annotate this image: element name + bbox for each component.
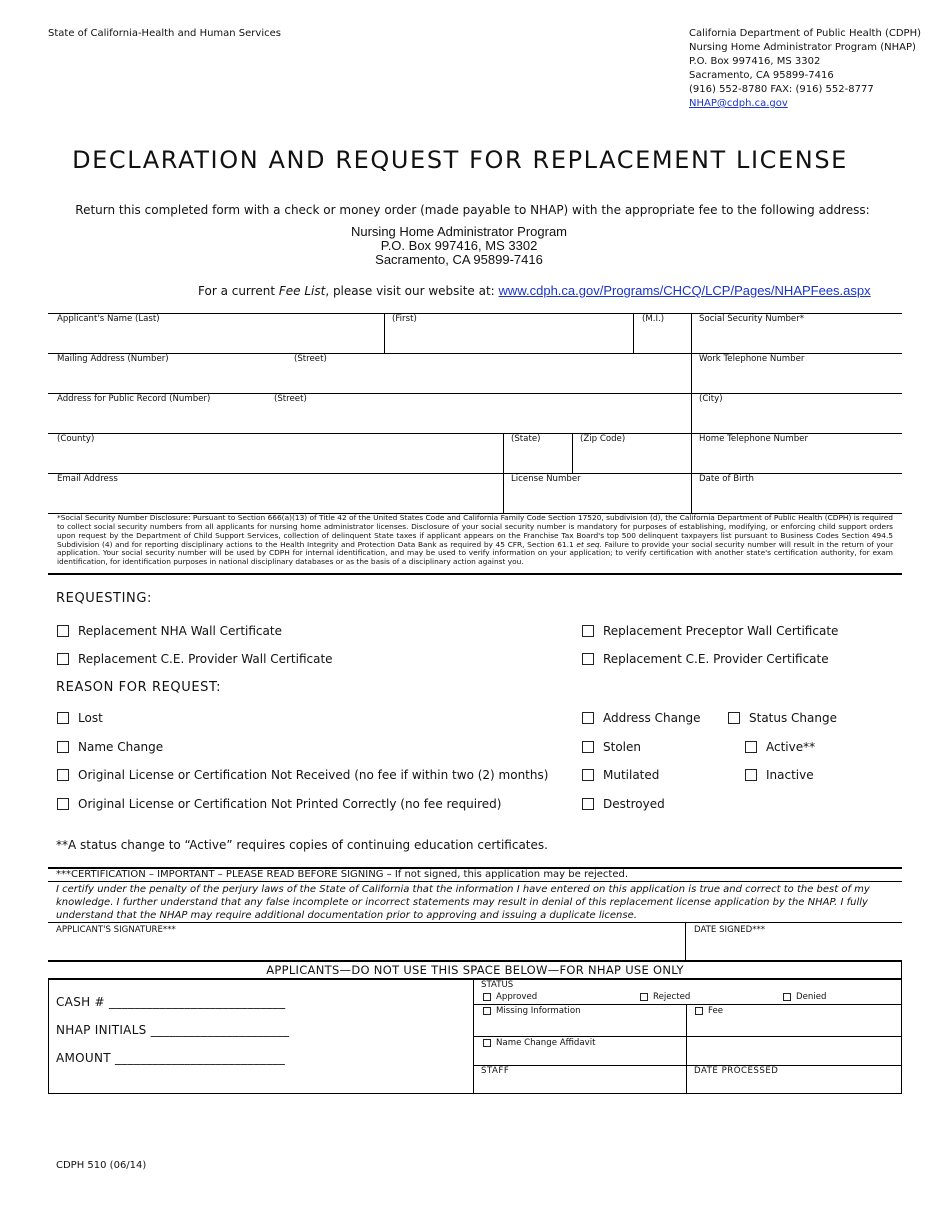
checkbox-not-printed[interactable] xyxy=(57,797,501,811)
address-line: Nursing Home Administrator Program xyxy=(350,224,568,239)
checkbox-box[interactable] xyxy=(57,769,69,781)
checkbox-box[interactable] xyxy=(582,769,594,781)
certification-statement: I certify under the penalty of the perjury laws of the State of California that the information I have entered on this application is true and correct to the best of my knowledge. I further understand that any false incomplete or incorrect statements may result in denial of this replacement license application by the NHAP. I fully understand that the NHAP may require additional documentation prior to approving and issuing a duplicate license. xyxy=(56,884,870,921)
agency-name: State of California-Health and Human Services xyxy=(48,28,281,39)
checkbox-label: Mutilated xyxy=(603,768,660,782)
checkbox-label: Missing Information xyxy=(496,1006,581,1016)
fee-suffix: , please visit our website at: xyxy=(325,284,499,298)
active-status-note: **A status change to “Active” requires copies of continuing education certificates. xyxy=(56,838,548,852)
zip-label: (Zip Code) xyxy=(580,434,626,444)
checkbox-fee[interactable] xyxy=(695,1006,723,1016)
work-phone-label: Work Telephone Number xyxy=(699,354,805,364)
checkbox-ce-provider-cert[interactable] xyxy=(582,652,829,666)
checkbox-preceptor-wall[interactable] xyxy=(582,624,838,638)
mailing-number-label: Mailing Address (Number) xyxy=(57,354,169,364)
checkbox-label: Fee xyxy=(708,1006,724,1016)
first-name-label: (First) xyxy=(392,314,417,324)
last-name-label: Applicant's Name (Last) xyxy=(57,314,160,324)
checkbox-rejected[interactable] xyxy=(640,992,690,1002)
checkbox-stolen[interactable] xyxy=(582,740,641,754)
checkbox-box[interactable] xyxy=(57,712,69,724)
dept-line: P.O. Box 997416, MS 3302 xyxy=(689,56,821,67)
checkbox-label: Replacement C.E. Provider Certificate xyxy=(603,652,829,666)
mailing-street-label: (Street) xyxy=(294,354,327,364)
checkbox-box[interactable] xyxy=(582,798,594,810)
fee-prefix: For a current xyxy=(198,284,279,298)
checkbox-box[interactable] xyxy=(57,625,69,637)
dept-line: California Department of Public Health (CDPH) xyxy=(689,28,921,39)
date-signed-label: DATE SIGNED*** xyxy=(694,925,766,935)
ssn-disclosure xyxy=(57,514,893,567)
checkbox-box[interactable] xyxy=(582,625,594,637)
form-title: DECLARATION AND REQUEST FOR REPLACEMENT LICENSE xyxy=(72,146,848,174)
department-address-block xyxy=(689,27,921,111)
checkbox-label: Lost xyxy=(78,711,103,725)
checkbox-box[interactable] xyxy=(582,741,594,753)
checkbox-label: Original License or Certification Not Printed Correctly (no fee required) xyxy=(78,797,502,811)
state-label: (State) xyxy=(511,434,541,444)
address-line: P.O. Box 997416, MS 3302 xyxy=(380,238,538,253)
checkbox-lost[interactable] xyxy=(57,711,103,725)
date-processed-label: DATE PROCESSED xyxy=(694,1066,779,1076)
checkbox-box[interactable] xyxy=(483,1039,491,1047)
mailing-address xyxy=(0,225,918,267)
checkbox-name-change-affidavit[interactable] xyxy=(483,1038,595,1048)
checkbox-box[interactable] xyxy=(483,993,491,1001)
disclosure-text: *Social Security Number Disclosure: Pursuant to Section 666(a)(13) of Title 42 of the United States Code and California Family Code Section 17520, subdivision (d), the California Department of Public Health (CDPH) is required to collect social security numbers from all applicants for nursing home administrator licenses. Disclosure of your social security number is mandatory for purposes of establishing, modifying, or enforcing child support orders upon request by the Department of Child Support Services, collection of delinquent State taxes if applicant appears on the Franchise Tax Board's top 500 delinquent taxpayers list pursuant to Business Codes Section 494.5 Subdivision (4) and for reporting disciplinary actions to the Health Integrity and Protection Data Bank as required by 45 CFR, Section 61.1 xyxy=(57,513,893,549)
checkbox-label: Active** xyxy=(766,740,816,754)
checkbox-missing-info[interactable] xyxy=(483,1006,581,1016)
checkbox-approved[interactable] xyxy=(483,992,537,1002)
checkbox-box[interactable] xyxy=(745,741,757,753)
checkbox-box[interactable] xyxy=(640,993,648,1001)
checkbox-address-change[interactable] xyxy=(582,711,701,725)
checkbox-box[interactable] xyxy=(582,653,594,665)
checkbox-box[interactable] xyxy=(728,712,740,724)
ssn-label: Social Security Number* xyxy=(699,314,805,324)
certification-title: ***CERTIFICATION – IMPORTANT – PLEASE READ BEFORE SIGNING – If not signed, this application may be rejected. xyxy=(56,869,629,880)
checkbox-label: Name Change xyxy=(78,740,164,754)
checkbox-inactive[interactable] xyxy=(745,768,814,782)
checkbox-label: Replacement NHA Wall Certificate xyxy=(78,624,282,638)
office-use-heading: APPLICANTS—DO NOT USE THIS SPACE BELOW—FOR NHAP USE ONLY xyxy=(266,963,684,977)
checkbox-label: Name Change Affidavit xyxy=(496,1038,596,1048)
checkbox-ce-provider-wall[interactable] xyxy=(57,652,333,666)
dept-line: Nursing Home Administrator Program (NHAP) xyxy=(689,42,916,53)
reason-heading: REASON FOR REQUEST: xyxy=(56,680,222,695)
signature-label: APPLICANT'S SIGNATURE*** xyxy=(56,925,176,935)
checkbox-not-received[interactable] xyxy=(57,768,548,782)
address-line: Sacramento, CA 95899-7416 xyxy=(375,252,543,267)
requesting-heading: REQUESTING: xyxy=(56,591,153,606)
checkbox-status-change[interactable] xyxy=(728,711,837,725)
checkbox-mutilated[interactable] xyxy=(582,768,659,782)
checkbox-nha-wall[interactable] xyxy=(57,624,282,638)
checkbox-label: Rejected xyxy=(653,992,691,1002)
license-number-label: License Number xyxy=(511,474,581,484)
checkbox-destroyed[interactable] xyxy=(582,797,665,811)
checkbox-label: Inactive xyxy=(766,768,814,782)
checkbox-name-change[interactable] xyxy=(57,740,163,754)
checkbox-label: Destroyed xyxy=(603,797,665,811)
checkbox-label: Denied xyxy=(796,992,827,1002)
fee-list-word: Fee List xyxy=(278,284,326,298)
checkbox-label: Approved xyxy=(496,992,538,1002)
amount-field: AMOUNT ___________________________ xyxy=(56,1051,286,1065)
checkbox-label: Stolen xyxy=(603,740,641,754)
county-label: (County) xyxy=(57,434,95,444)
checkbox-label: Status Change xyxy=(749,711,837,725)
disclosure-italic: et seq. xyxy=(576,539,602,549)
public-number-label: Address for Public Record (Number) xyxy=(57,394,211,404)
fee-list-line xyxy=(198,283,871,298)
checkbox-denied[interactable] xyxy=(783,992,826,1002)
checkbox-box[interactable] xyxy=(57,653,69,665)
cash-number-field: CASH # ____________________________ xyxy=(56,995,286,1009)
checkbox-box[interactable] xyxy=(745,769,757,781)
checkbox-box[interactable] xyxy=(783,993,791,1001)
checkbox-box[interactable] xyxy=(57,741,69,753)
disclosure-text-end: Failure to provide your social security number will result in the return of your application. Your social security number will be used by CDPH for internal identification, and may be used to verify information on your application; to verify certification with another state's certification authority, for exam identification, for identification purposes in national disciplinary databases or as the basis of a disciplinary action against you. xyxy=(57,539,893,567)
mi-label: (M.I.) xyxy=(642,314,665,324)
checkbox-label: Replacement C.E. Provider Wall Certificate xyxy=(78,652,333,666)
checkbox-box[interactable] xyxy=(582,712,594,724)
checkbox-label: Original License or Certification Not Received (no fee if within two (2) months) xyxy=(78,768,549,782)
checkbox-box[interactable] xyxy=(57,798,69,810)
city-label: (City) xyxy=(699,394,723,404)
return-instructions: Return this completed form with a check or money order (made payable to NHAP) with the appropriate fee to the following address: xyxy=(75,203,870,217)
home-phone-label: Home Telephone Number xyxy=(699,434,809,444)
dob-label: Date of Birth xyxy=(699,474,754,484)
checkbox-active[interactable] xyxy=(745,740,815,754)
nhap-initials-field: NHAP INITIALS ______________________ xyxy=(56,1023,290,1037)
email-label: Email Address xyxy=(57,474,118,484)
form-number: CDPH 510 (06/14) xyxy=(56,1160,147,1171)
dept-line: Sacramento, CA 95899-7416 xyxy=(689,70,834,81)
public-street-label: (Street) xyxy=(274,394,307,404)
fee-list-link[interactable]: www.cdph.ca.gov/Programs/CHCQ/LCP/Pages/NHAPFees.aspx xyxy=(498,283,871,298)
status-label: STATUS xyxy=(481,980,514,990)
checkbox-label: Replacement Preceptor Wall Certificate xyxy=(603,624,839,638)
nhap-email-link[interactable]: NHAP@cdph.ca.gov xyxy=(689,98,788,109)
staff-label: STAFF xyxy=(481,1066,510,1076)
dept-line: (916) 552-8780 FAX: (916) 552-8777 xyxy=(689,84,874,95)
checkbox-label: Address Change xyxy=(603,711,701,725)
checkbox-box[interactable] xyxy=(695,1007,703,1015)
checkbox-box[interactable] xyxy=(483,1007,491,1015)
